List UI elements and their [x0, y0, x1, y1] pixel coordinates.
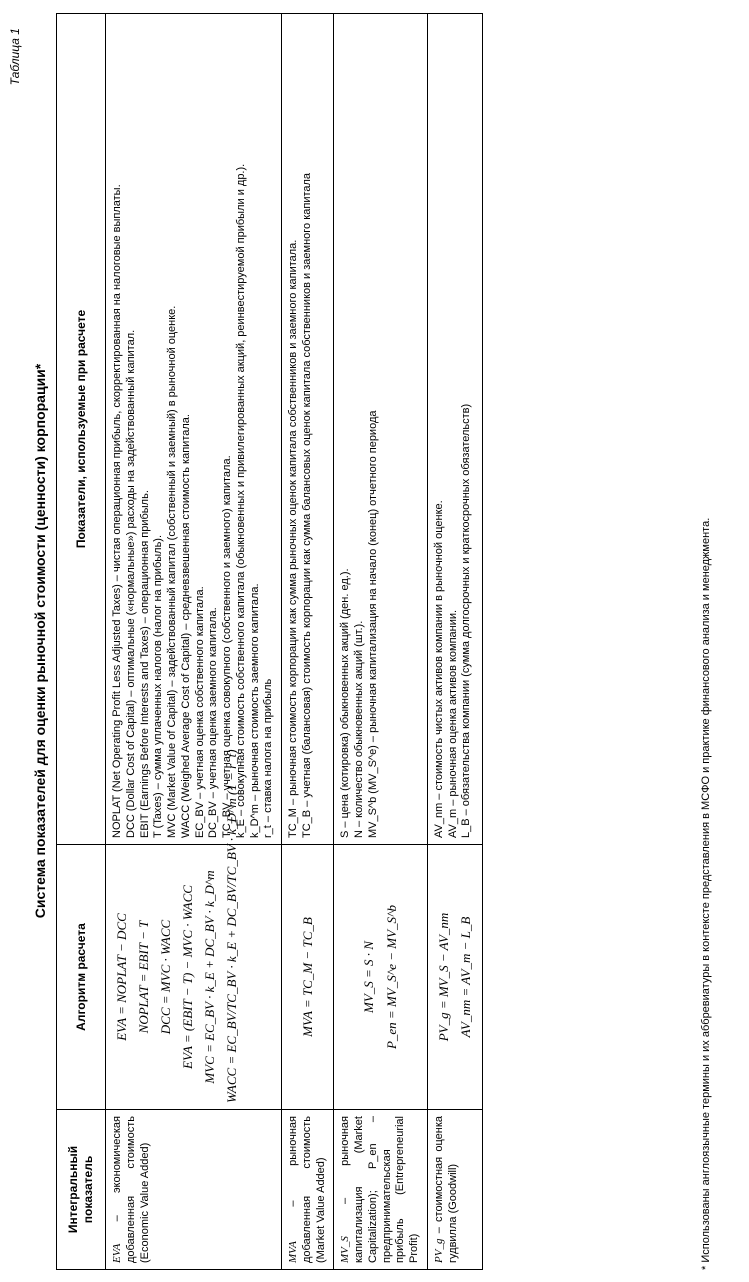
- params-cell: [334, 14, 428, 845]
- param-line: MVC (Market Value of Capital) – задействованный капитал (собственный и заемный) в рыночной оценке.: [166, 305, 178, 838]
- footnote: * Использованы англоязычные термины и их аббревиатуры в контексте представления в МСФО и практике финансового анализа и менеджмента.: [700, 517, 712, 1270]
- param-line: N – количество обыкновенных акций (шт.).: [353, 620, 365, 838]
- param-line: AV_nm – стоимость чистых активов компании в рыночной оценке.: [432, 500, 445, 838]
- param-line: k_D^m – рыночная стоимость заемного капитала.: [248, 583, 261, 838]
- formula: PV_g = MV_S − AV_nm: [435, 912, 451, 1042]
- indicator-abbr: MVA: [287, 1241, 299, 1263]
- algorithm-cell: [282, 845, 334, 1110]
- formula: DCC = MVC · WACC: [158, 919, 174, 1035]
- param-line: k_E – совокупная стоимость собственного капитала (обыкновенных и привилегированных акций, реинвестируемой прибыли и др.).: [234, 163, 247, 838]
- param-line: T (Taxes) – сумма уплаченных налогов (налог на прибыль).: [152, 534, 165, 838]
- params-cell: [282, 14, 334, 845]
- table-label: Таблица 1: [8, 28, 22, 86]
- params-cell: [427, 14, 482, 845]
- param-line: TC_BV – учетная оценка совокупного (собственного и заемного) капитала.: [221, 455, 233, 838]
- indicator-desc: – рыночная капитализация (Market Capitalization); P_en – предпринимательская прибыль (Entrepreneurial Profit): [339, 1116, 420, 1263]
- param-line: NOPLAT (Net Operating Profit Less Adjusted Taxes) – чистая операционная прибыль, скорректированная на налоговые выплаты.: [111, 184, 123, 838]
- indicator-desc: – стоимостная оценка гудвилла (Goodwill): [432, 1116, 459, 1263]
- param-line: r_t – ставка налога на прибыль: [262, 678, 275, 838]
- param-line: EC_BV – учетная оценка собственного капитала.: [193, 586, 206, 838]
- table-row: [106, 14, 282, 1270]
- formula: MVC = EC_BV · k_E + DC_BV · k_D^m: [202, 870, 218, 1084]
- param-line: WACC (Weighed Average Cost of Capital) – средневзвешенная стоимость капитала.: [179, 414, 192, 838]
- formula: EVA = (EBIT − T) − MVC · WACC: [180, 885, 196, 1069]
- formula: WACC = EC_BV/TC_BV · k_E + DC_BV/TC_BV · k_D^m (1 − r_t): [224, 749, 240, 1103]
- params-cell: [106, 14, 282, 845]
- indicator-cell: [427, 1110, 482, 1270]
- param-line: TC_M – рыночная стоимость корпорации как сумма рыночных оценок капитала собственников и заемного капитала.: [287, 239, 299, 838]
- param-line: MV_S^b (MV_S^e) – рыночная капитализация на начало (конец) отчетного периода: [366, 410, 379, 838]
- indicator-desc: – рыночная добавленная стоимость (Market Value Added): [287, 1116, 327, 1263]
- indicator-abbr: EVA: [111, 1243, 123, 1263]
- table-title: Система показателей для оценки рыночной стоимости (ценности) корпорации*: [32, 363, 48, 919]
- param-line: TC_B – учетная (балансовая) стоимость корпорации как сумма балансовых оценок капитала собственников и заемного капитала: [300, 172, 313, 838]
- param-line: S – цена (котировка) обыкновенных акций (ден. ед.).: [339, 568, 352, 838]
- indicator-cell: [106, 1110, 282, 1270]
- table-row: [334, 14, 428, 1270]
- indicator-desc: – экономическая добавленная стоимость (Economic Value Added): [111, 1116, 151, 1263]
- indicator-abbr: PV_g: [432, 1238, 445, 1263]
- formula: MVA = TC_M − TC_B: [299, 917, 315, 1037]
- table-row: [427, 14, 482, 1270]
- param-line: AV_m – рыночная оценка активов компании.: [446, 609, 459, 838]
- formula: P_en = MV_S^e − MV_S^b: [383, 904, 399, 1050]
- algorithm-cell: [427, 845, 482, 1110]
- param-line: L_B – обязательства компании (сумма долгосрочных и краткосрочных обязательств): [460, 403, 473, 838]
- formula: NOPLAT = EBIT − T: [136, 920, 152, 1034]
- table-header-row: [57, 14, 106, 1270]
- indicator-cell: [282, 1110, 334, 1270]
- param-line: EBIT (Earnings Before Interests and Taxes) – операционная прибыль.: [138, 490, 151, 838]
- formula: EVA = NOPLAT − DCC: [114, 913, 129, 1041]
- header-indicator: Интегральный показатель: [57, 1110, 106, 1270]
- param-line: DC_BV – учетная оценка заемного капитала.: [207, 607, 220, 838]
- header-params: Показатели, используемые при расчете: [57, 14, 106, 845]
- param-line: DCC (Dollar Cost of Capital) – оптимальные («нормальные») расходы на задействованный капитал.: [124, 329, 137, 838]
- indicator-abbr: MV_S: [339, 1236, 352, 1263]
- header-algorithm: Алгоритм расчета: [57, 845, 106, 1110]
- formula: MV_S = S · N: [361, 941, 377, 1013]
- table-row: [282, 14, 334, 1270]
- algorithm-cell: [334, 845, 428, 1110]
- indicator-cell: [334, 1110, 428, 1270]
- indicators-table: [56, 13, 483, 1270]
- formula: AV_nm = AV_m − L_B: [457, 916, 473, 1038]
